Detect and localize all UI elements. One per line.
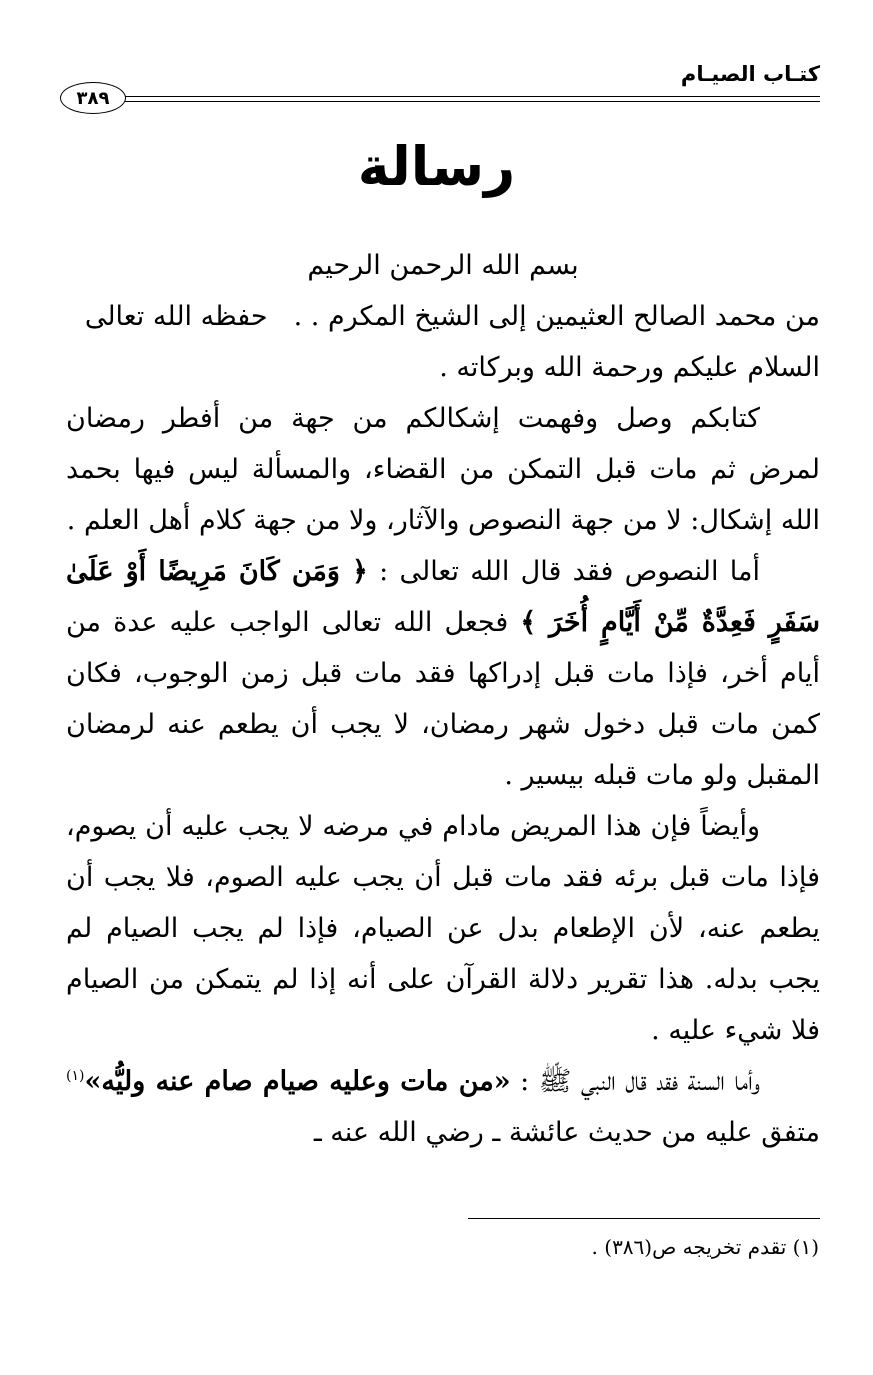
letter-body — [66, 240, 820, 1158]
salutation-from: من محمد الصالح العثيمين إلى الشيخ المكرم . . — [293, 301, 820, 332]
para4-intro: وأما السنة فقد قال النبي ﷺ : — [520, 1066, 760, 1097]
salutation-prayer: حفظه الله تعالى — [84, 301, 268, 332]
paragraph-2 — [66, 546, 820, 801]
para4-rest: متفق عليه من حديث عائشة ـ رضي الله عنه ـ — [313, 1117, 820, 1148]
para2-intro: أما النصوص فقد قال الله تعالى : — [379, 556, 760, 587]
footnote-divider — [468, 1218, 820, 1219]
page-number: ٣٨٩ — [60, 82, 126, 114]
hadith-text: «من مات وعليه صيام صام عنه وليُّه» — [84, 1066, 511, 1097]
paragraph-3: وأيضاً فإن هذا المريض مادام في مرضه لا يجب عليه أن يصوم، فإذا مات قبل برئه فقد مات قبل أن يجب عليه الصوم، فلا يجب أن يطعم عنه، لأن الإطعام بدل عن الصيام، فإذا لم يجب الصيام لم يجب بدله. هذا تقرير دلالة القرآن على أنه إذا لم يتمكن من الصيام فلا شيء عليه . — [66, 811, 820, 1046]
page-header — [60, 62, 820, 112]
page-title: رسالة — [357, 135, 516, 198]
basmala: بسم الله الرحمن الرحيم — [307, 250, 579, 281]
greeting: السلام عليكم ورحمة الله وبركاته . — [439, 352, 820, 383]
paragraph-1: كتابكم وصل وفهمت إشكالكم من جهة من أفطر رمضان لمرض ثم مات قبل التمكن من القضاء، والمسألة ليس فيها بحمد الله إشكال: لا من جهة النصوص والآثار، ولا من جهة كلام أهل العلم . — [66, 403, 820, 536]
footnote-ref: (١) — [66, 1068, 85, 1084]
header-rule-double — [120, 101, 820, 102]
para2-rest: فجعل الله تعالى الواجب عليه عدة من أيام أخر، فإذا مات قبل إدراكها فقد مات قبل زمن الوجوب، فكان كمن مات قبل دخول شهر رمضان، لا يجب أن يطعم عنه لرمضان المقبل ولو مات قبله بيسير . — [66, 607, 820, 791]
quran-verse: ﴿ وَمَن كَانَ مَرِيضًا أَوْ عَلَىٰ سَفَرٍ فَعِدَّةٌ مِّنْ أَيَّامٍ أُخَرَ ﴾ — [66, 556, 820, 638]
header-rule — [120, 96, 820, 97]
book-title: كتـاب الصيـام — [680, 62, 820, 86]
salutation — [66, 291, 820, 342]
paragraph-4 — [66, 1056, 820, 1158]
footnote: (١) تقدم تخريجه ص(٣٨٦) . — [591, 1235, 819, 1259]
